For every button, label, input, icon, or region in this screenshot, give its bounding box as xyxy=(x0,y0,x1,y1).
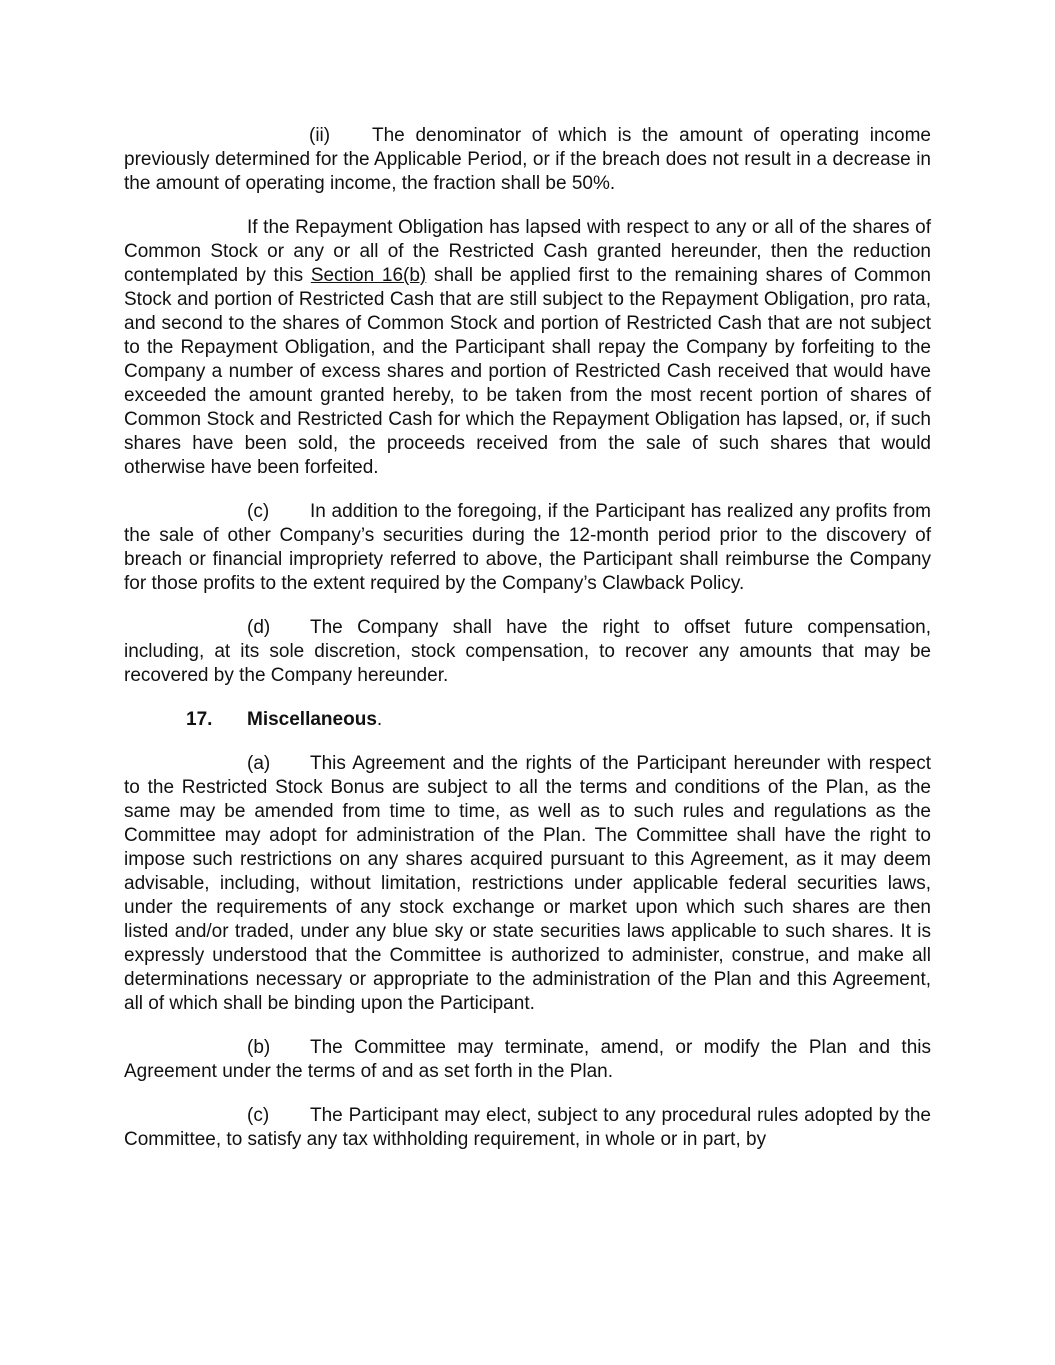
paragraph-17b xyxy=(124,1036,931,1084)
paragraph-17c-text: The Participant may elect, subject to any procedural rules adopted by the Committee, to satisfy any tax withholding requirement, in whole or in part, by xyxy=(124,1105,931,1150)
paragraph-16d-label: (d) xyxy=(247,617,271,638)
paragraph-17c-label: (c) xyxy=(247,1105,270,1126)
paragraph-17b-label: (b) xyxy=(247,1037,271,1058)
paragraph-ii-label: (ii) xyxy=(309,125,331,146)
paragraph-16c xyxy=(124,500,931,596)
paragraph-lapse-text-1: If the Repayment Obligation has lapsed with respect to any or all of the shares of Common Stock or any or all of the Restricted Cash granted hereunder, then the reduction contemplated by this xyxy=(124,217,931,286)
paragraph-17a-label: (a) xyxy=(247,753,271,774)
document-page xyxy=(124,124,931,1172)
paragraph-17b-text: The Committee may terminate, amend, or modify the Plan and this Agreement under the terms of and as set forth in the Plan. xyxy=(124,1037,931,1082)
paragraph-lapse-text-2: shall be applied first to the remaining shares of Common Stock and portion of Restricted Cash that are still subject to the Repayment Obligation, pro rata, and second to the shares of Common Stock and portion of Restricted Cash that are not subject to the Repayment Obligation, and the Participant shall repay the Company by forfeiting to the Company a number of excess shares and portion of Restricted Cash received that would have exceeded the amount granted hereby, to be taken from the most recent portion of shares of Common Stock and Restricted Cash for which the Repayment Obligation has lapsed, or, if such shares have been sold, the proceeds received from the sale of such shares that would otherwise have been forfeited. xyxy=(124,265,931,478)
paragraph-repayment-lapse xyxy=(124,216,931,480)
paragraph-17a xyxy=(124,752,931,1016)
section-17-number: 17. xyxy=(186,709,213,730)
section-16b-reference: Section 16(b) xyxy=(310,265,427,286)
paragraph-16d-text: The Company shall have the right to offset future compensation, including, at its sole discretion, stock compensation, to recover any amounts that may be recovered by the Company hereunder. xyxy=(124,617,931,686)
section-17-period: . xyxy=(376,709,383,730)
paragraph-16c-text: In addition to the foregoing, if the Participant has realized any profits from the sale of other Company’s securities during the 12-month period prior to the discovery of breach or financial impropriety referred to above, the Participant shall reimburse the Company for those profits to the extent required by the Company’s Clawback Policy. xyxy=(124,501,931,594)
paragraph-16d xyxy=(124,616,931,688)
paragraph-16c-label: (c) xyxy=(247,501,270,522)
paragraph-17a-text: This Agreement and the rights of the Participant hereunder with respect to the Restricted Stock Bonus are subject to all the terms and conditions of the Plan, as the same may be amended from time to time, as well as to such rules and regulations as the Committee may adopt for administration of the Plan. The Committee shall have the right to impose such restrictions on any shares acquired pursuant to this Agreement, as it may deem advisable, including, without limitation, restrictions under applicable federal securities laws, under the requirements of any stock exchange or market upon which such shares are then listed and/or traded, under any blue sky or state securities laws applicable to such shares. It is expressly understood that the Committee is authorized to administer, construe, and make all determinations necessary or appropriate to the administration of the Plan and this Agreement, all of which shall be binding upon the Participant. xyxy=(124,753,931,1014)
paragraph-ii-text: The denominator of which is the amount of operating income previously determined for the Applicable Period, or if the breach does not result in a decrease in the amount of operating income, the fraction shall be 50%. xyxy=(124,125,931,194)
paragraph-17c xyxy=(124,1104,931,1152)
paragraph-ii xyxy=(124,124,931,196)
section-17-title: Miscellaneous xyxy=(247,709,377,730)
section-17-heading xyxy=(186,708,931,732)
